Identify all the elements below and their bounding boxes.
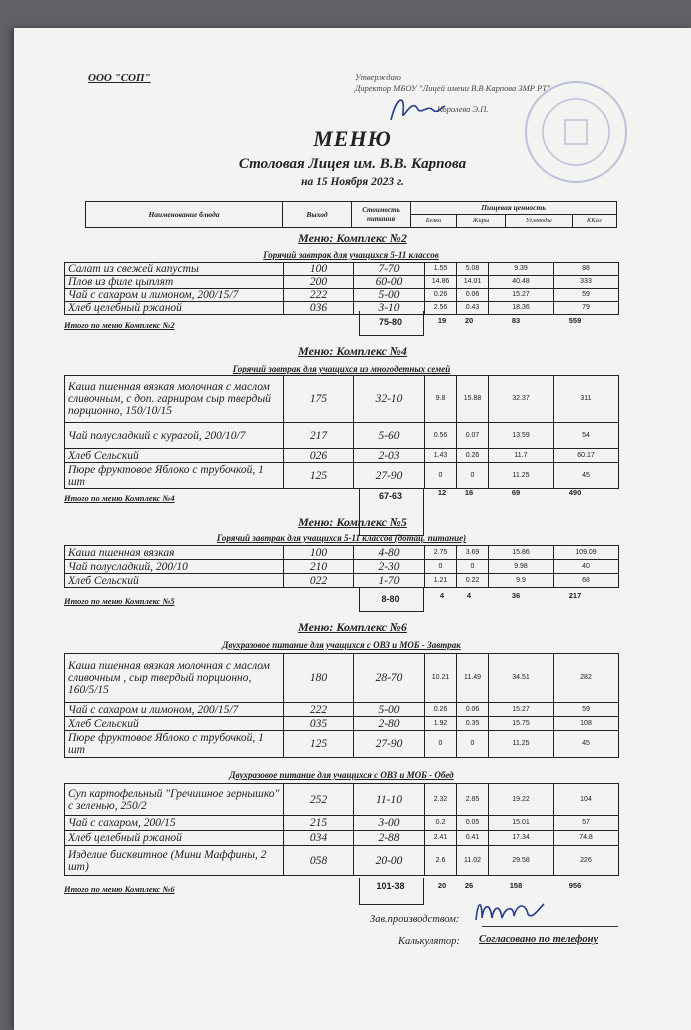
section-caption: Горячий завтрак для учащихся 5-11 классов (дотац. питание)	[216, 533, 467, 543]
dish-cost: 5-00	[354, 289, 425, 302]
total-cost: 8-80	[381, 594, 400, 604]
section-title: Меню: Комплекс №6	[298, 620, 407, 634]
dish-yield: 125	[284, 463, 354, 489]
signature-line	[482, 926, 618, 927]
dish-proteins: 14.86	[425, 276, 457, 289]
dish-kcal: 282	[554, 654, 619, 703]
header-proteins: Белки	[411, 215, 457, 228]
dish-proteins: 1.43	[425, 449, 457, 463]
dish-yield: 200	[284, 276, 354, 289]
total-label: Итого по меню Комплекс №5	[64, 596, 175, 606]
menu-table	[64, 783, 619, 876]
dish-kcal: 311	[554, 376, 619, 423]
dish-name: Пюре фруктовое Яблоко с трубочкой, 1 шт	[65, 463, 284, 489]
table-row	[65, 423, 619, 449]
table-row	[65, 574, 619, 588]
dish-fats: 0.43	[457, 302, 489, 315]
dish-name: Изделие бисквитное (Мини Маффины, 2 шт)	[65, 846, 284, 876]
dish-yield: 210	[284, 560, 354, 574]
table-row	[65, 654, 619, 703]
calculator-label: Калькулятор:	[398, 936, 460, 947]
dish-fats: 14.01	[457, 276, 489, 289]
dish-kcal: 68	[554, 574, 619, 588]
dish-kcal: 226	[554, 846, 619, 876]
dish-carbs: 13.59	[489, 423, 554, 449]
table-row	[65, 816, 619, 831]
dish-proteins: 2.41	[425, 831, 457, 846]
dish-cost: 2-88	[354, 831, 425, 846]
dish-cost: 1-70	[354, 574, 425, 588]
table-row	[65, 276, 619, 289]
dish-cost: 60-00	[354, 276, 425, 289]
dish-name: Пюре фруктовое Яблоко с трубочкой, 1 шт	[65, 731, 284, 758]
dish-fats: 0.41	[457, 831, 489, 846]
table-row	[65, 731, 619, 758]
table-row	[65, 560, 619, 574]
dish-cost: 3-00	[354, 816, 425, 831]
dish-proteins: 2.56	[425, 302, 457, 315]
dish-kcal: 104	[554, 784, 619, 816]
table-row	[65, 449, 619, 463]
signature-icon	[387, 90, 449, 128]
dish-cost: 27-90	[354, 731, 425, 758]
dish-yield: 034	[284, 831, 354, 846]
header-kcal: ККал	[572, 215, 616, 228]
section-title: Меню: Комплекс №4	[298, 344, 407, 358]
total-proteins: 20	[437, 881, 447, 890]
dish-kcal: 54	[554, 423, 619, 449]
total-kcal: 217	[568, 591, 582, 600]
header-dish: Наименование блюда	[86, 202, 283, 228]
header-yield: Выход	[283, 202, 352, 228]
dish-yield: 125	[284, 731, 354, 758]
total-fats: 26	[464, 881, 474, 890]
dish-fats: 0	[457, 463, 489, 489]
dish-carbs: 19.22	[489, 784, 554, 816]
dish-fats: 11.49	[457, 654, 489, 703]
dish-yield: 026	[284, 449, 354, 463]
dish-cost: 20-00	[354, 846, 425, 876]
dish-fats: 2.85	[457, 784, 489, 816]
dish-kcal: 60.17	[554, 449, 619, 463]
dish-name: Хлеб целебный ржаной	[65, 831, 284, 846]
dish-kcal: 333	[554, 276, 619, 289]
dish-carbs: 15.27	[489, 703, 554, 717]
dish-cost: 2-03	[354, 449, 425, 463]
dish-proteins: 0.26	[425, 703, 457, 717]
dish-carbs: 18.36	[489, 302, 554, 315]
dish-carbs: 15.75	[489, 717, 554, 731]
dish-fats: 0.07	[457, 423, 489, 449]
dish-name: Чай с сахаром и лимоном, 200/15/7	[65, 703, 284, 717]
total-fats: 4	[466, 591, 472, 600]
header-carbs: Углеводы	[505, 215, 572, 228]
dish-carbs: 11.25	[489, 731, 554, 758]
dish-proteins: 0.56	[425, 423, 457, 449]
header-nutrition: Пищевая ценность	[411, 202, 617, 215]
dish-name: Чай полусладкий с курагой, 200/10/7	[65, 423, 284, 449]
total-proteins: 4	[439, 591, 445, 600]
section-caption: Двухразовое питание для учащихся с ОВЗ и МОБ - Завтрак	[222, 640, 461, 650]
menu-date: на 15 Ноября 2023 г.	[301, 176, 404, 188]
dish-cost: 5-60	[354, 423, 425, 449]
total-proteins: 19	[437, 316, 447, 325]
dish-name: Хлеб целебный ржаной	[65, 302, 284, 315]
dish-proteins: 0	[425, 463, 457, 489]
dish-name: Чай с сахаром, 200/15	[65, 816, 284, 831]
dish-name: Хлеб Сельский	[65, 574, 284, 588]
table-row	[65, 302, 619, 315]
dish-name: Суп картофельный "Гречишное зернышко" с зеленью, 250/2	[65, 784, 284, 816]
dish-yield: 252	[284, 784, 354, 816]
dish-yield: 222	[284, 289, 354, 302]
header-cost: Стоимость питания	[352, 202, 411, 228]
dish-kcal: 59	[554, 703, 619, 717]
dish-yield: 215	[284, 816, 354, 831]
dish-cost: 32-10	[354, 376, 425, 423]
table-row	[65, 376, 619, 423]
dish-fats: 3.69	[457, 546, 489, 560]
total-proteins: 12	[437, 488, 447, 497]
company-name: ООО "СОП"	[88, 72, 151, 84]
total-cost: 67-63	[378, 491, 403, 501]
dish-carbs: 11.25	[489, 463, 554, 489]
dish-proteins: 2.32	[425, 784, 457, 816]
dish-proteins: 1.55	[425, 263, 457, 276]
table-row	[65, 463, 619, 489]
dish-kcal: 57	[554, 816, 619, 831]
dish-carbs: 15.01	[489, 816, 554, 831]
dish-name: Каша пшенная вязкая	[65, 546, 284, 560]
approval-label: Утверждаю	[355, 72, 401, 82]
dish-fats: 15.88	[457, 376, 489, 423]
total-carbs: 83	[511, 316, 521, 325]
page-title: МЕНЮ	[313, 126, 392, 151]
dish-fats: 0.35	[457, 717, 489, 731]
dish-proteins: 0	[425, 560, 457, 574]
dish-name: Каша пшенная вязкая молочная с маслом сливочным, с доп. гарниром сыр твердый порционно, 150/10/15	[65, 376, 284, 423]
dish-kcal: 79	[554, 302, 619, 315]
canteen-name: Столовая Лицея им. В.В. Карпова	[238, 156, 467, 172]
section-caption: Горячий завтрак для учащихся 5-11 классов	[263, 250, 439, 260]
dish-proteins: 9.8	[425, 376, 457, 423]
dish-yield: 100	[284, 263, 354, 276]
dish-fats: 0	[457, 560, 489, 574]
dish-carbs: 11.7	[489, 449, 554, 463]
dish-fats: 0.06	[457, 703, 489, 717]
total-fats: 16	[464, 488, 474, 497]
dish-proteins: 0.2	[425, 816, 457, 831]
dish-kcal: 45	[554, 463, 619, 489]
menu-document	[14, 28, 691, 1030]
dish-yield: 217	[284, 423, 354, 449]
total-label: Итого по меню Комплекс №2	[64, 320, 175, 330]
dish-cost: 2-30	[354, 560, 425, 574]
dish-proteins: 1.21	[425, 574, 457, 588]
dish-carbs: 40.48	[489, 276, 554, 289]
total-kcal: 956	[568, 881, 582, 890]
dish-proteins: 0	[425, 731, 457, 758]
total-carbs: 69	[511, 488, 521, 497]
table-row	[65, 546, 619, 560]
menu-table	[64, 375, 619, 489]
total-cost: 101-38	[376, 881, 405, 891]
dish-carbs: 17.34	[489, 831, 554, 846]
dish-fats: 0.26	[457, 449, 489, 463]
dish-fats: 11.02	[457, 846, 489, 876]
table-row	[65, 846, 619, 876]
dish-carbs: 9.98	[489, 560, 554, 574]
dish-carbs: 9.9	[489, 574, 554, 588]
menu-table	[64, 545, 619, 588]
dish-carbs: 15.86	[489, 546, 554, 560]
dish-cost: 7-70	[354, 263, 425, 276]
production-head-signature-icon	[470, 896, 550, 926]
dish-carbs: 15.27	[489, 289, 554, 302]
dish-kcal: 88	[554, 263, 619, 276]
dish-yield: 022	[284, 574, 354, 588]
dish-name: Каша пшенная вязкая молочная с маслом сливочным , сыр твердый порционно, 160/5/15	[65, 654, 284, 703]
total-label: Итого по меню Комплекс №6	[64, 884, 175, 894]
dish-kcal: 40	[554, 560, 619, 574]
dish-cost: 2-80	[354, 717, 425, 731]
approval-signer: Королева Э.П.	[437, 104, 489, 114]
production-head-label: Зав.производством:	[370, 914, 460, 925]
table-row	[65, 289, 619, 302]
menu-table	[64, 262, 619, 315]
dish-yield: 180	[284, 654, 354, 703]
section-title: Меню: Комплекс №5	[298, 515, 407, 529]
dish-yield: 036	[284, 302, 354, 315]
table-row	[65, 717, 619, 731]
total-carbs: 158	[509, 881, 523, 890]
menu-table	[64, 653, 619, 758]
dish-kcal: 109.09	[554, 546, 619, 560]
dish-cost: 28-70	[354, 654, 425, 703]
dish-carbs: 9.39	[489, 263, 554, 276]
dish-proteins: 10.21	[425, 654, 457, 703]
total-kcal: 490	[568, 488, 582, 497]
dish-yield: 035	[284, 717, 354, 731]
dish-cost: 4-80	[354, 546, 425, 560]
dish-cost: 27-90	[354, 463, 425, 489]
total-cost: 75-80	[378, 317, 403, 327]
dish-proteins: 2.6	[425, 846, 457, 876]
dish-name: Хлеб Сельский	[65, 449, 284, 463]
dish-proteins: 2.75	[425, 546, 457, 560]
dish-cost: 5-00	[354, 703, 425, 717]
section-caption: Горячий завтрак для учащихся из многодетных семей	[232, 364, 451, 374]
dish-name: Салат из свежей капусты	[65, 263, 284, 276]
dish-proteins: 0.26	[425, 289, 457, 302]
dish-kcal: 59	[554, 289, 619, 302]
dish-name: Плов из филе цыплят	[65, 276, 284, 289]
table-row	[65, 831, 619, 846]
dish-carbs: 29.58	[489, 846, 554, 876]
dish-cost: 11-10	[354, 784, 425, 816]
dish-fats: 0.06	[457, 289, 489, 302]
total-carbs: 36	[511, 591, 521, 600]
header-fats: Жиры	[457, 215, 506, 228]
dish-yield: 058	[284, 846, 354, 876]
dish-yield: 175	[284, 376, 354, 423]
dish-name: Хлеб Сельский	[65, 717, 284, 731]
table-row	[65, 703, 619, 717]
total-kcal: 559	[568, 316, 582, 325]
dish-proteins: 1.92	[425, 717, 457, 731]
dish-fats: 0.22	[457, 574, 489, 588]
total-fats: 20	[464, 316, 474, 325]
dish-cost: 3-10	[354, 302, 425, 315]
dish-name: Чай с сахаром и лимоном, 200/15/7	[65, 289, 284, 302]
dish-fats: 5.08	[457, 263, 489, 276]
dish-carbs: 32.37	[489, 376, 554, 423]
table-row	[65, 784, 619, 816]
column-header-table	[85, 201, 617, 228]
dish-yield: 222	[284, 703, 354, 717]
dish-kcal: 108	[554, 717, 619, 731]
dish-kcal: 45	[554, 731, 619, 758]
table-row	[65, 263, 619, 276]
total-label: Итого по меню Комплекс №4	[64, 493, 175, 503]
dish-kcal: 74.8	[554, 831, 619, 846]
dish-yield: 100	[284, 546, 354, 560]
dish-fats: 0.05	[457, 816, 489, 831]
section-subcaption: Двухразовое питание для учащихся с ОВЗ и МОБ - Обед	[229, 770, 454, 780]
approval-position: Директор МБОУ "Лицей имени В.В Карпова ЗМР РТ"	[355, 83, 551, 93]
section-title: Меню: Комплекс №2	[298, 231, 407, 245]
dish-name: Чай полусладкий, 200/10	[65, 560, 284, 574]
dish-carbs: 34.51	[489, 654, 554, 703]
calculator-value: Согласовано по телефону	[479, 934, 599, 945]
dish-fats: 0	[457, 731, 489, 758]
